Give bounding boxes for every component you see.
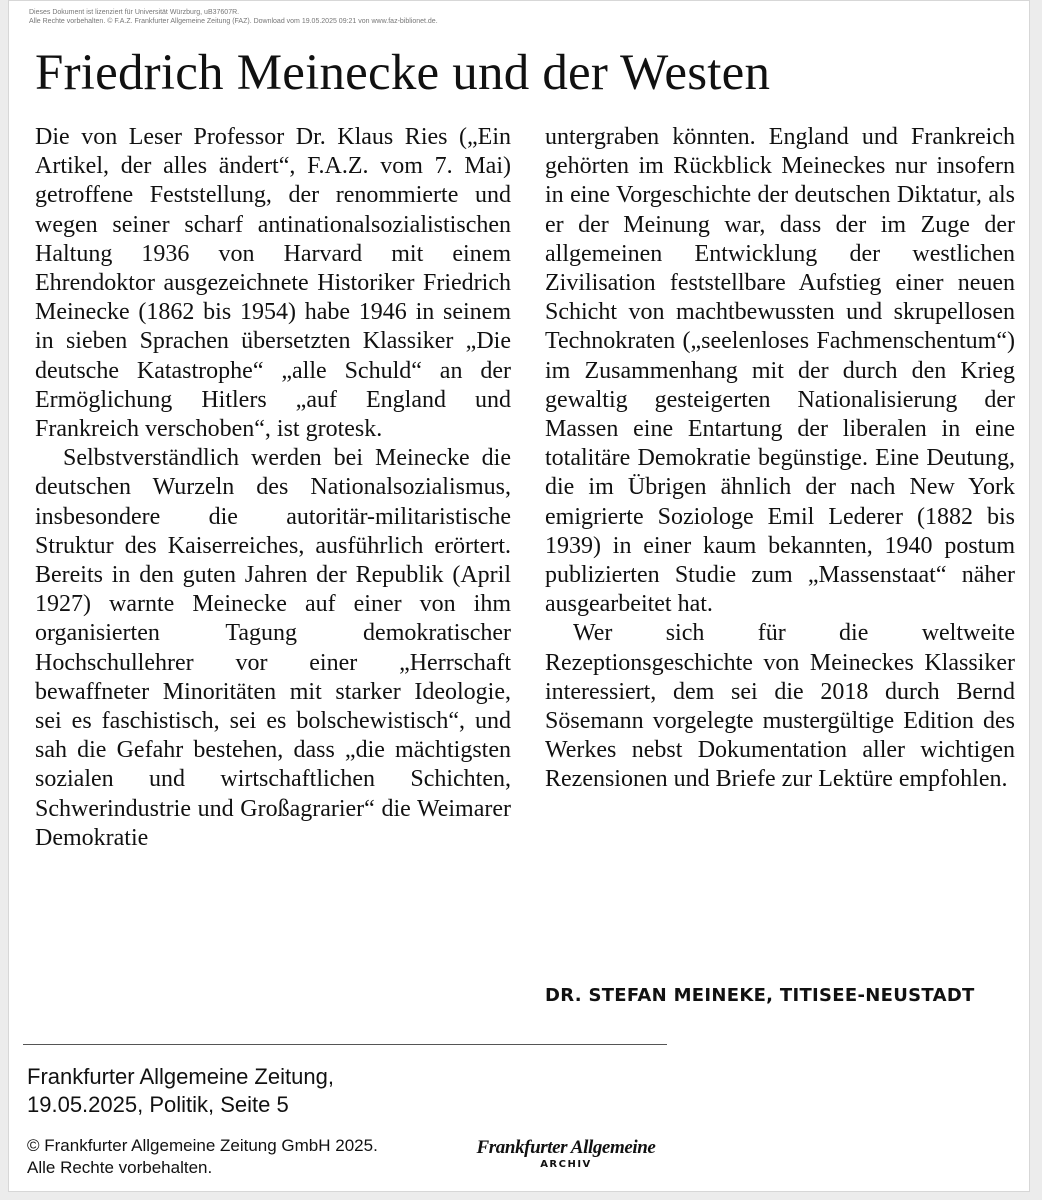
article-headline: Friedrich Meinecke und der Westen	[35, 45, 771, 101]
copyright-line-2: Alle Rechte vorbehalten.	[27, 1158, 213, 1177]
source-citation	[27, 1063, 334, 1119]
article-paragraph-2: Selbstverständlich werden bei Meinecke die deutschen Wurzeln des Nationalsozialismus, insbesondere die autoritär-militaristische Struktur des Kaiserreiches, ausführlich erörtert. Bereits in den guten Jahren der Republik (April 1927) warnte Meinecke auf einer von ihm organisierten Tagung demokratischer Hochschullehrer vor einer „Herrschaft bewaffneter Minoritäten mit starker Ideologie, sei es faschistisch, sei es bolschewistisch“, und sah die Gefahr bestehen, dass „die mächtigsten sozialen und wirtschaftlichen Schichten, Schwerindustrie und Großagrarier“ die Weimarer Demokratie	[35, 445, 511, 851]
license-line-1: Dieses Dokument ist lizenziert für Universität Würzburg, uB37607R.	[29, 9, 240, 16]
faz-archiv-logo	[473, 1137, 659, 1171]
logo-name: Frankfurter Allgemeine	[476, 1137, 656, 1158]
copyright-line-1: © Frankfurter Allgemeine Zeitung GmbH 2025.	[27, 1136, 378, 1155]
footer-divider	[23, 1044, 667, 1045]
copyright-notice	[27, 1135, 378, 1179]
article-paragraph-3: untergraben könnten. England und Frankreich gehörten im Rückblick Meineckes nur insofern in eine Vorgeschichte der deutschen Diktatur, als er der Meinung war, dass der im Zuge der allgemeinen Entwicklung der westlichen Zivilisation feststellbare Aufstieg einer neuen Schicht von machtbewussten und skrupellosen Technokraten („seelenloses Fachmenschentum“) im Zusammenhang mit der durch den Krieg gewaltig gesteigerten Nationalisierung der Massen eine Entartung der liberalen in eine totalitäre Demokratie begünstige. Eine Deutung, die im Übrigen ähnlich der nach New York emigrierte Soziologe Emil Lederer (1882 bis 1939) in einer kaum bekannten, 1940 postum publizierten Studie zum „Massenstaat“ näher ausgearbeitet hat.	[545, 124, 1015, 618]
article-paragraph-4: Wer sich für die weltweite Rezeptionsgeschichte von Meineckes Klassiker interessiert, dem sei die 2018 durch Bernd Sösemann vorgelegte mustergültige Edition des Werkes nebst Dokumentation aller wichtigen Rezensionen und Briefe zur Lektüre empfohlen.	[545, 620, 1015, 793]
license-notice	[29, 8, 438, 26]
article-column-left	[35, 123, 511, 853]
article-column-right	[545, 123, 1015, 795]
logo-sub: ARCHIV	[540, 1159, 592, 1170]
document-page	[8, 0, 1030, 1192]
author-signature: DR. STEFAN MEINEKE, TITISEE-NEUSTADT	[545, 985, 975, 1006]
source-line-1: Frankfurter Allgemeine Zeitung,	[27, 1064, 334, 1089]
article-paragraph-1: Die von Leser Professor Dr. Klaus Ries („Ein Artikel, der alles ändert“, F.A.Z. vom 7. Mai) getroffene Feststellung, der renommierte und wegen seiner scharf antinationalsozialistischen Haltung 1936 von Harvard mit einem Ehrendoktor ausgezeichnete Historiker Friedrich Meinecke (1862 bis 1954) habe 1946 in seinem in sieben Sprachen übersetzten Klassiker „Die deutsche Katastrophe“ „alle Schuld“ an der Ermöglichung Hitlers „auf England und Frankreich verschoben“, ist grotesk.	[35, 124, 511, 443]
license-line-2: Alle Rechte vorbehalten. © F.A.Z. Frankfurter Allgemeine Zeitung (FAZ). Download vom 19.05.2025 09:21 von www.faz-biblionet.de.	[29, 18, 438, 25]
source-line-2: 19.05.2025, Politik, Seite 5	[27, 1092, 289, 1117]
